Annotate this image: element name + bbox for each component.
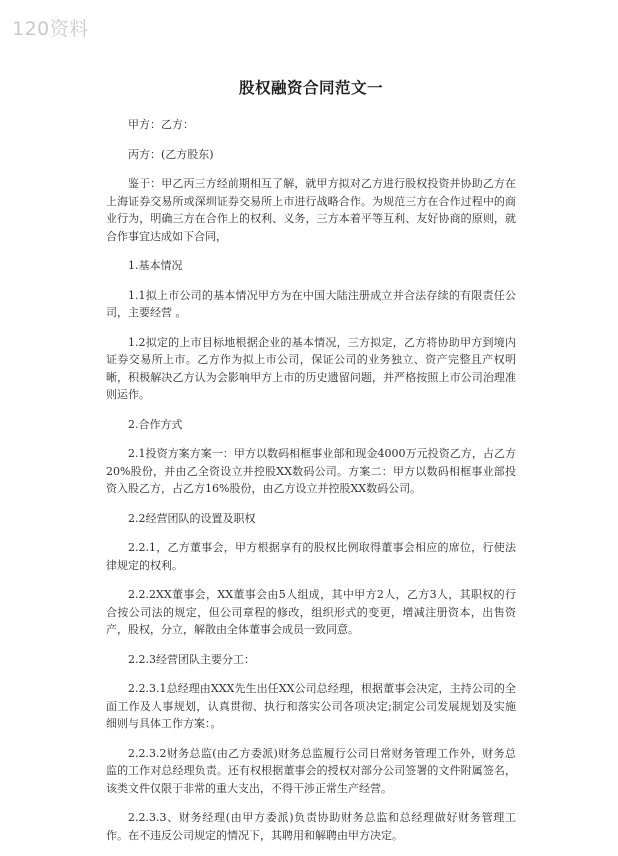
clause-2-1: 2.1投资方案方案一：甲方以数码相框事业部和现金4000万元投资乙方，占乙方20%股份，并由乙全资设立并控股XX数码公司。方案二：甲方以数码相框事业部投资入股乙方，占乙方16%股份，由乙方设立并控股XX数码公司。 — [106, 447, 516, 495]
party-c-line: 丙方：(乙方股东) — [128, 147, 214, 161]
watermark: 120资料 — [12, 18, 89, 40]
document-body — [106, 70, 516, 856]
clause-2-2-1: 2.2.1，乙方董事会，甲方根据享有的股权比例取得董事会相应的席位，行使法律规定的权利。 — [106, 541, 516, 572]
clause-2-2-3-2: 2.2.3.2财务总监(由乙方委派)财务总监履行公司日常财务管理工作外，财务总监的工作对总经理负责。还有权根据董事会的授权对部分公司签署的文件附属签名，该类文件仅限于非常的重大支出，不得干涉正常生产经营。 — [106, 746, 516, 795]
document-title: 股权融资合同范文一 — [238, 78, 383, 97]
section-heading-cooperation: 2.合作方式 — [128, 417, 183, 431]
clause-1-1: 1.1拟上市公司的基本情况甲方为在中国大陆注册成立并合法存续的有限责任公司，主要经营 。 — [106, 288, 516, 319]
clause-2-2-3-1: 2.2.3.1总经理由XXX先生出任XX公司总经理，根据董事会决定，主持公司的全面工作及人事规划，认真贯彻、执行和落实公司各项决定;制定公司发展规划及实施细则与具体工作方案：。 — [106, 682, 516, 730]
party-ab-line: 甲方：乙方： — [128, 118, 194, 131]
clause-2-2-3-heading: 2.2.3经营团队主要分工： — [128, 652, 255, 666]
clause-2-2-heading: 2.2经营团队的设置及职权 — [128, 511, 256, 525]
clause-1-2: 1.2拟定的上市目标地根据企业的基本情况，三方拟定，乙方将协助甲方到境内证券交易所上市。乙方作为拟上市公司，保证公司的业务独立、资产完整且产权明晰，积极解决乙方认为会影响甲方上市的历史遗留问题，并严格按照上市公司治理准则运作。 — [106, 335, 516, 401]
section-heading-basic-info: 1.基本情况 — [128, 259, 183, 272]
clause-2-2-3-3: 2.2.3.3、财务经理(由甲方委派)负责协助财务总监和总经理做好财务管理工作。在不违反公司规定的情况下，其聘用和解聘由甲方决定。 — [106, 811, 516, 842]
clause-2-2-2: 2.2.2XX董事会，XX董事会由5人组成，其中甲方2人，乙方3人，其职权的行合按公司法的规定，但公司章程的修改，组织形式的变更，增减注册资本，出售资产，股权，分立，解散由全体董事会成员一致同意。 — [106, 588, 516, 636]
preamble-paragraph: 鉴于：甲乙丙三方经前期相互了解，就甲方拟对乙方进行股权投资并协助乙方在上海证券交易所或深圳证券交易所上市进行战略合作。为规范三方在合作过程中的商业行为，明确三方在合作上的权利、义务，三方本着平等互利、友好协商的原则，就合作事宜达成如下合同， — [106, 177, 516, 243]
